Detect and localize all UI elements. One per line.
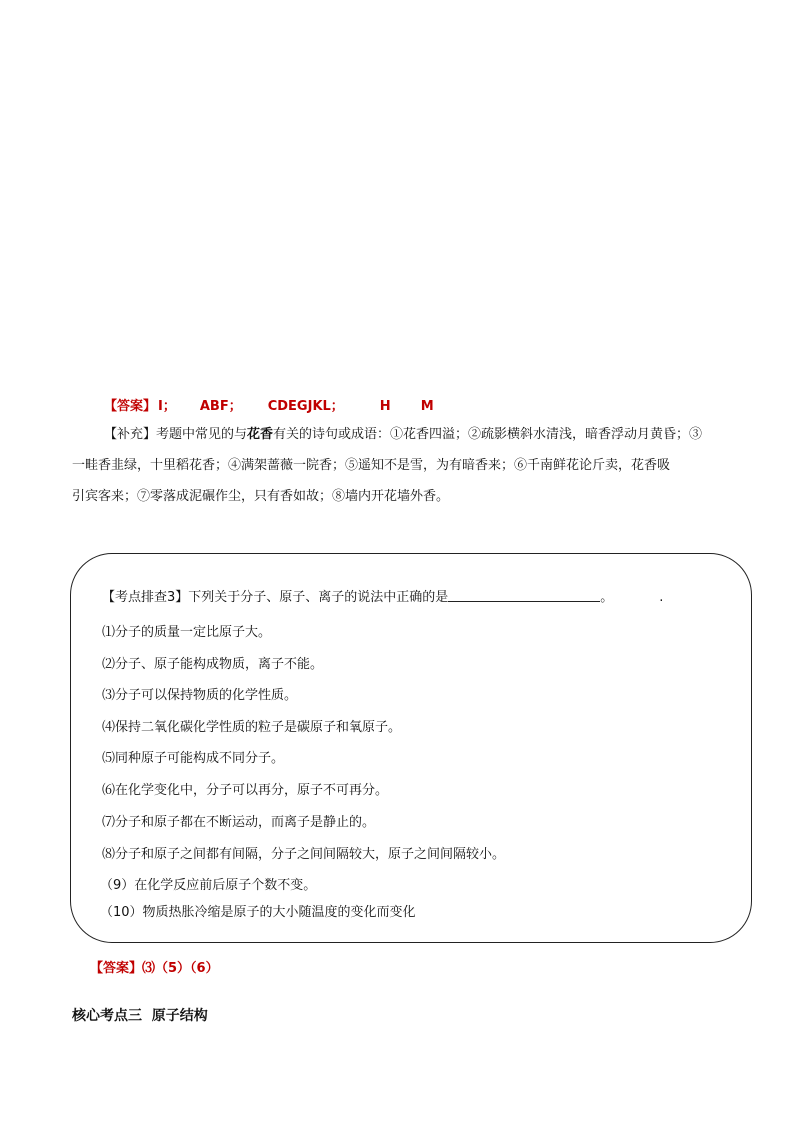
option-item: ⑺分子和原子都在不断运动，而离子是静止的。 [102,815,376,830]
answer-part: M [420,399,434,414]
answer-part: H [379,399,391,414]
question-title: 【考点排查3】下列关于分子、原子、离子的说法中正确的是 。 . [102,590,664,605]
supplement-line: 【补充】考题中常见的与花香有关的诗句或成语：①花香四溢；②疏影横斜水清浅，暗香浮动月黄昏；③ [104,427,703,442]
answer-part: ABF； [199,399,242,414]
option-item: ⑴分子的质量一定比原子大。 [102,625,272,640]
answer-line [104,395,434,414]
supplement-line: 一畦香韭绿，十里稻花香；④满架蔷薇一院香；⑤遥知不是雪，为有暗香来；⑥千南鲜花论斤卖，花香吸 [72,458,671,473]
option-item: （9）在化学反应前后原子个数不变。 [100,878,317,893]
answer-label: 【答案】 [104,399,157,414]
option-item: ⑸同种原子可能构成不同分子。 [102,751,285,766]
answer-part: I； [158,399,176,414]
option-item: ⑻分子和原子之间都有间隔，分子之间间隔较大，原子之间间隔较小。 [102,847,506,862]
answer-label: 【答案】 [90,961,143,976]
answer-line [90,957,219,976]
bold-keyword: 花香 [247,427,274,442]
answer-part: CDEGJKL； [267,399,344,414]
option-item: ⑵分子、原子能构成物质，离子不能。 [102,657,324,672]
option-item: ⑶分子可以保持物质的化学性质。 [102,688,298,703]
section-heading: 核心考点三 原子结构 [72,1008,208,1024]
option-item: ⑹在化学变化中，分子可以再分，原子不可再分。 [102,783,389,798]
option-item: （10）物质热胀冷缩是原子的大小随温度的变化而变化 [100,905,416,920]
answer-value: ⑶（5）（6） [142,961,219,976]
supplement-line: 引宾客来；⑦零落成泥碾作尘，只有香如故；⑧墙内开花墙外香。 [72,489,450,504]
answer-blank [448,589,600,602]
option-item: ⑷保持二氧化碳化学性质的粒子是碳原子和氧原子。 [102,720,402,735]
